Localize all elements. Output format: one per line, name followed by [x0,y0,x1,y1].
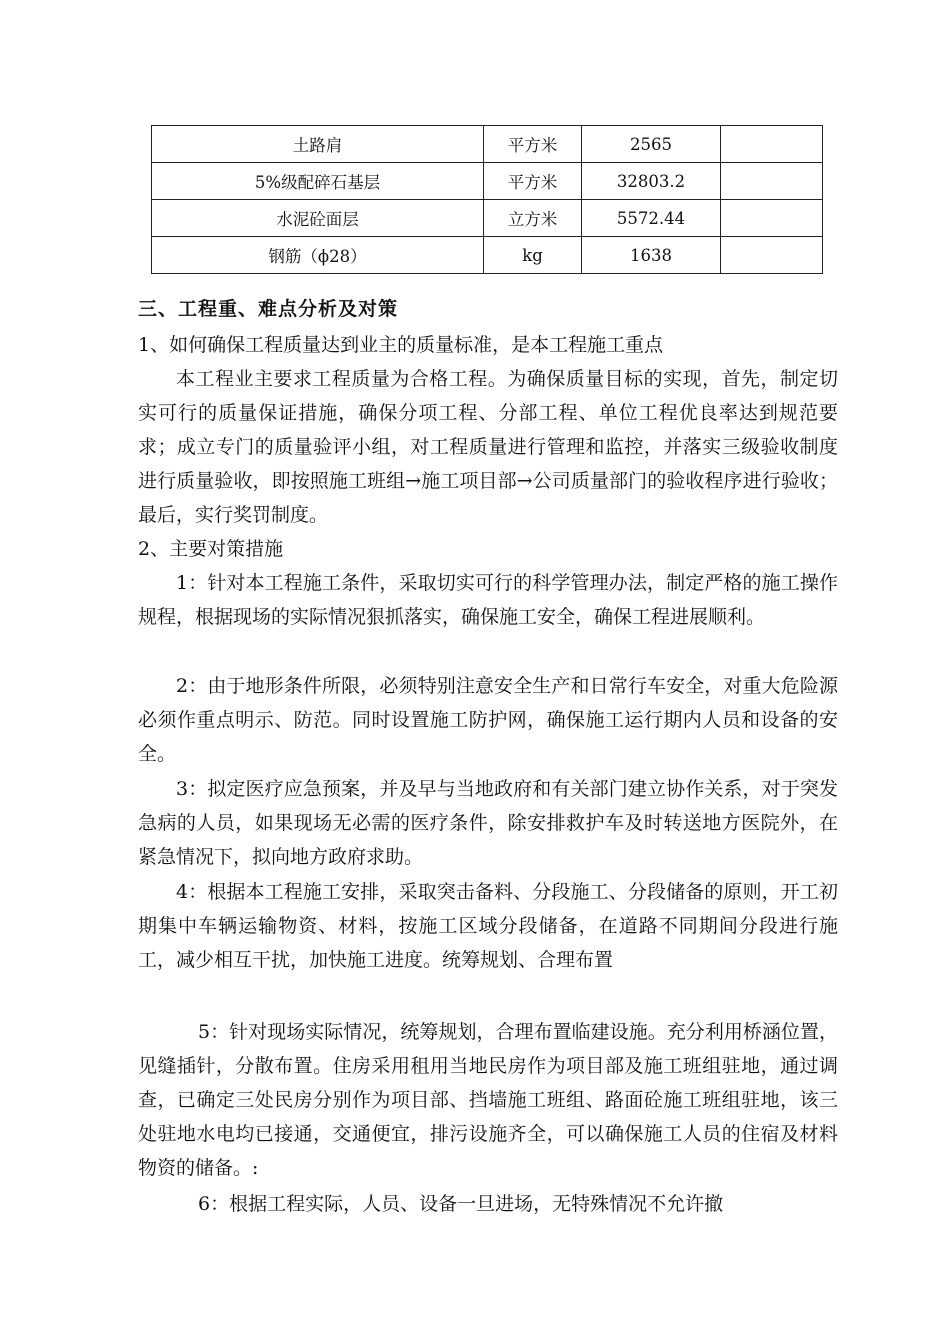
table-row [152,200,823,237]
measure-item-6: 6：根据工程实际，人员、设备一旦进场，无特殊情况不允许撤 [198,1193,724,1215]
note-cell [721,237,823,274]
quantity-cell: 1638 [582,237,721,274]
quantity-cell: 2565 [582,126,721,163]
unit-cell: kg [484,237,582,274]
unit-cell: 平方米 [484,126,582,163]
table-row [152,237,823,274]
measure-item-3: 3：拟定医疗应急预案，并及早与当地政府和有关部门建立协作关系，对于突发急病的人员，如果现场无必需的医疗条件，除安排救护车及时转送地方医院外，在紧急情况下，拟向地方政府求助。 [138,778,838,868]
measure-item-1: 1：针对本工程施工条件，采取切实可行的科学管理办法，制定严格的施工操作规程，根据现场的实际情况狠抓落实，确保施工安全，确保工程进展顺利。 [138,572,838,628]
table-row [152,126,823,163]
quantity-cell: 5572.44 [582,200,721,237]
note-cell [721,163,823,200]
item-cell: 水泥砼面层 [152,200,484,237]
table-row [152,163,823,200]
item-cell: 钢筋（ϕ28） [152,237,484,274]
subheading-measures: 2、主要对策措施 [138,538,284,560]
unit-cell: 平方米 [484,163,582,200]
item-cell: 土路肩 [152,126,484,163]
section-heading: 三、工程重、难点分析及对策 [138,298,399,320]
quantity-table [151,125,823,274]
measure-item-2: 2：由于地形条件所限，必须特别注意安全生产和日常行车安全，对重大危险源必须作重点明示、防范。同时设置施工防护网，确保施工运行期内人员和设备的安全。 [138,675,838,765]
item-cell: 5%级配碎石基层 [152,163,484,200]
subheading-quality: 1、如何确保工程质量达到业主的质量标准，是本工程施工重点 [138,334,664,356]
note-cell [721,200,823,237]
measure-item-4: 4：根据本工程施工安排，采取突击备料、分段施工、分段储备的原则，开工初期集中车辆运输物资、材料，按施工区域分段储备，在道路不同期间分段进行施工，减少相互干扰，加快施工进度。统筹规划、合理布置 [138,881,838,971]
unit-cell: 立方米 [484,200,582,237]
note-cell [721,126,823,163]
paragraph-quality: 本工程业主要求工程质量为合格工程。为确保质量目标的实现，首先，制定切实可行的质量保证措施，确保分项工程、分部工程、单位工程优良率达到规范要求；成立专门的质量验评小组，对工程质量进行管理和监控，并落实三级验收制度进行质量验收，即按照施工班组→施工项目部→公司质量部门的验收程序进行验收；最后，实行奖罚制度。 [138,368,838,526]
measure-item-5: 5：针对现场实际情况，统筹规划，合理布置临建设施。充分利用桥涵位置，见缝插针，分散布置。住房采用租用当地民房作为项目部及施工班组驻地，通过调查，已确定三处民房分别作为项目部、挡墙施工班组、路面砼施工班组驻地，该三处驻地水电均已接通，交通便宜，排污设施齐全，可以确保施工人员的住宿及材料物资的储备。: [138,1021,838,1179]
quantity-cell: 32803.2 [582,163,721,200]
